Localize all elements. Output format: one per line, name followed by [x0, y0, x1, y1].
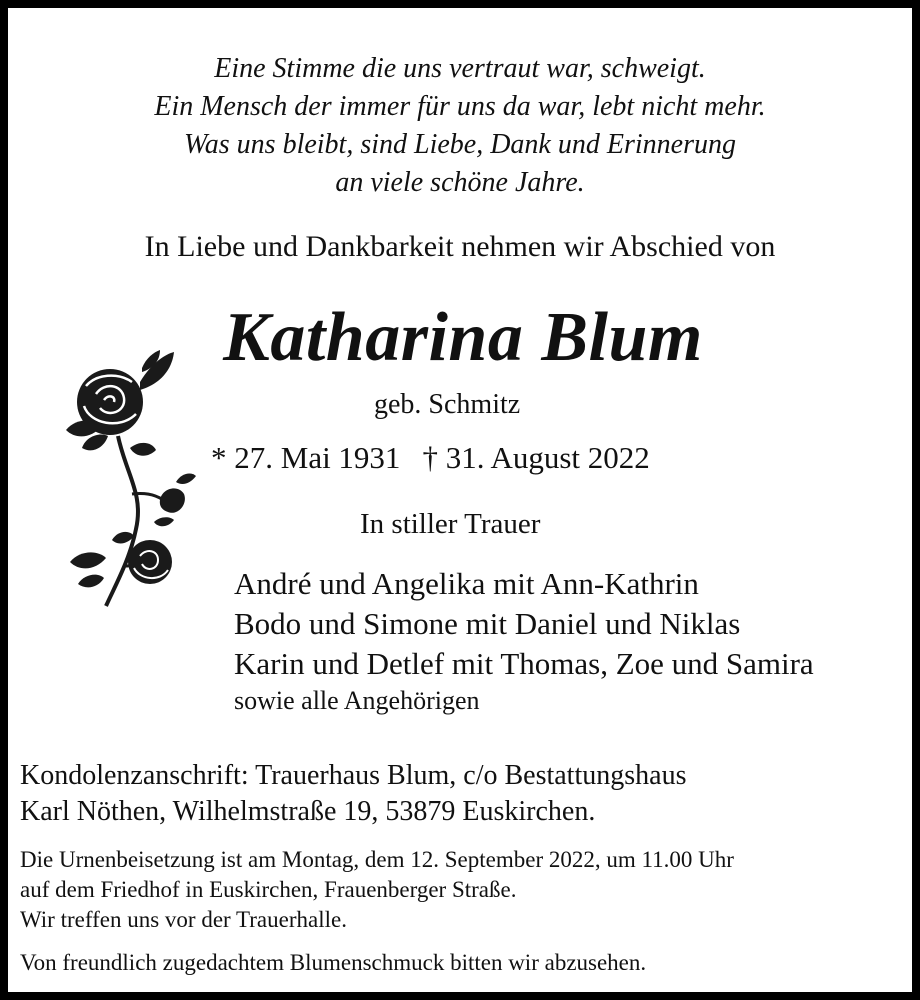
death-date: † 31. August 2022: [422, 440, 650, 475]
life-dates: [211, 440, 650, 476]
address-line: Kondolenzanschrift: Trauerhaus Blum, c/o Bestattungshaus: [20, 760, 687, 791]
deceased-name: Katharina Blum: [223, 299, 703, 376]
mourner-line: André und Angelika mit Ann-Kathrin: [234, 566, 699, 601]
mourner-line: Karin und Detlef mit Thomas, Zoe und Samira: [234, 646, 814, 681]
maiden-name: geb. Schmitz: [374, 389, 521, 420]
flowers-note: Von freundlich zugedachtem Blumenschmuck bitten wir abzusehen.: [20, 950, 647, 975]
farewell-intro: In Liebe und Dankbarkeit nehmen wir Abschied von: [144, 230, 776, 263]
poem-line: Was uns bleibt, sind Liebe, Dank und Erinnerung: [184, 129, 736, 160]
burial-line: Wir treffen uns vor der Trauerhalle.: [20, 907, 347, 932]
burial-line: Die Urnenbeisetzung ist am Montag, dem 12. September 2022, um 11.00 Uhr: [20, 847, 734, 872]
poem-line: Ein Mensch der immer für uns da war, lebt nicht mehr.: [154, 91, 766, 122]
address-line: Karl Nöthen, Wilhelmstraße 19, 53879 Euskirchen.: [20, 796, 596, 827]
poem-line: Eine Stimme die uns vertraut war, schweigt.: [214, 53, 706, 84]
burial-info: [20, 845, 734, 935]
birth-date: * 27. Mai 1931: [211, 440, 401, 475]
memorial-poem: [8, 50, 912, 202]
relatives-line: sowie alle Angehörigen: [234, 686, 480, 715]
mourning-title: In stiller Trauer: [360, 508, 541, 540]
burial-line: auf dem Friedhof in Euskirchen, Frauenberger Straße.: [20, 877, 517, 902]
mourners-list: [234, 564, 814, 718]
rose-icon: [56, 344, 206, 610]
mourner-line: Bodo und Simone mit Daniel und Niklas: [234, 606, 741, 641]
condolence-address: [20, 758, 686, 830]
poem-line: an viele schöne Jahre.: [335, 167, 585, 198]
